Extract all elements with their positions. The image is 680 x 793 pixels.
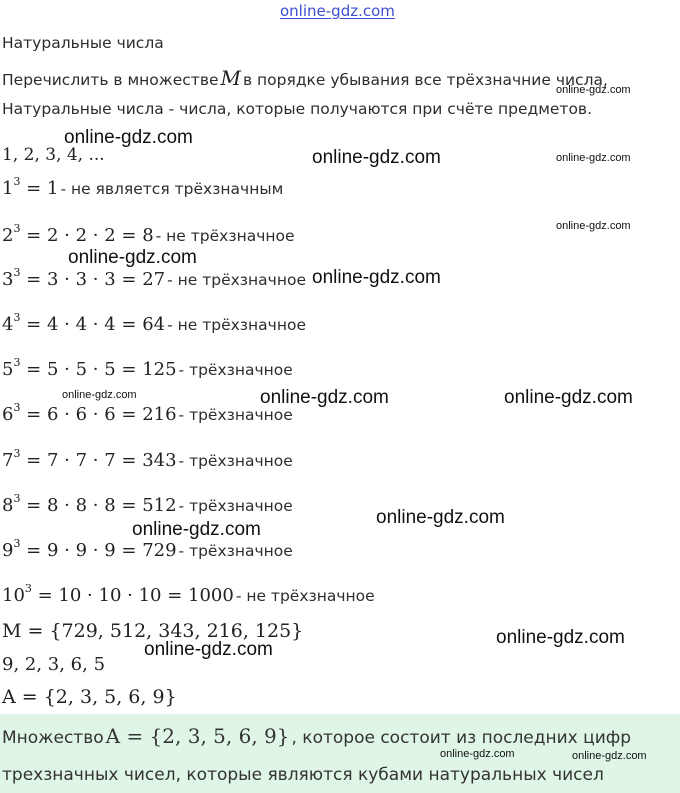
cube-row-6: $6^3 = 6 \cdot 6 \cdot 6 = 216$ - трёхзначное [2, 401, 293, 425]
watermark: online-gdz.com [68, 247, 197, 268]
watermark: online-gdz.com [572, 750, 647, 762]
natural-sequence: 1, 2, 3, 4, ... [2, 145, 105, 165]
set-m: M = {729, 512, 343, 216, 125} [2, 620, 304, 642]
watermark: online-gdz.com [556, 84, 631, 96]
task-line-1 [2, 66, 608, 90]
site-header-link[interactable]: online-gdz.com [280, 2, 395, 20]
watermark: online-gdz.com [312, 267, 441, 288]
watermark: online-gdz.com [62, 389, 137, 401]
cube-row-4: $4^3 = 4 \cdot 4 \cdot 4 = 64$ - не трёхзначное [2, 311, 306, 335]
watermark: online-gdz.com [64, 127, 193, 148]
watermark: online-gdz.com [440, 748, 515, 760]
watermark: online-gdz.com [132, 519, 261, 540]
watermark: online-gdz.com [376, 507, 505, 528]
task-text-after: в порядке убывания все трёхзначние числа, [242, 71, 608, 89]
watermark: online-gdz.com [260, 387, 389, 408]
task-variable: M [220, 66, 241, 90]
task-text-before: Перечислить в множестве [2, 71, 219, 89]
cube-row-5: $5^3 = 5 \cdot 5 \cdot 5 = 125$ - трёхзначное [2, 356, 293, 380]
watermark: online-gdz.com [496, 627, 625, 648]
cube-row-2: $2^3 = 2 \cdot 2 \cdot 2 = 8$ - не трёхзначное [2, 222, 295, 246]
watermark: online-gdz.com [312, 147, 441, 168]
cube-row-10: $10^3 = 10 \cdot 10 \cdot 10 = 1000$ - не трёхзначное [2, 582, 375, 606]
cube-row-7: $7^3 = 7 \cdot 7 \cdot 7 = 343$ - трёхзначное [2, 447, 293, 471]
watermark: online-gdz.com [556, 152, 631, 164]
cube-row-1: $1^3 = 1$ - не является трёхзначным [2, 175, 284, 199]
watermark: online-gdz.com [504, 387, 633, 408]
conclusion-line-1: Множество A = {2, 3, 5, 6, 9} , которое состоит из последних цифр [2, 724, 632, 748]
watermark: online-gdz.com [144, 639, 273, 660]
watermark: online-gdz.com [556, 220, 631, 232]
cube-row-8: $8^3 = 8 \cdot 8 \cdot 8 = 512$ - трёхзначное [2, 492, 293, 516]
cube-row-3: $3^3 = 3 \cdot 3 \cdot 3 = 27$ - не трёхзначное [2, 266, 306, 290]
section-title: Натуральные числа [2, 34, 164, 52]
task-line-2: Натуральные числа - числа, которые получаются при счёте предметов. [2, 100, 592, 118]
conclusion-line-2: трехзначных чисел, которые являются кубами натуральных чисел [2, 765, 604, 785]
last-digits: 9, 2, 3, 6, 5 [2, 654, 106, 675]
set-a: A = {2, 3, 5, 6, 9} [2, 686, 177, 708]
cube-row-9: $9^3 = 9 \cdot 9 \cdot 9 = 729$ - трёхзначное [2, 537, 293, 561]
